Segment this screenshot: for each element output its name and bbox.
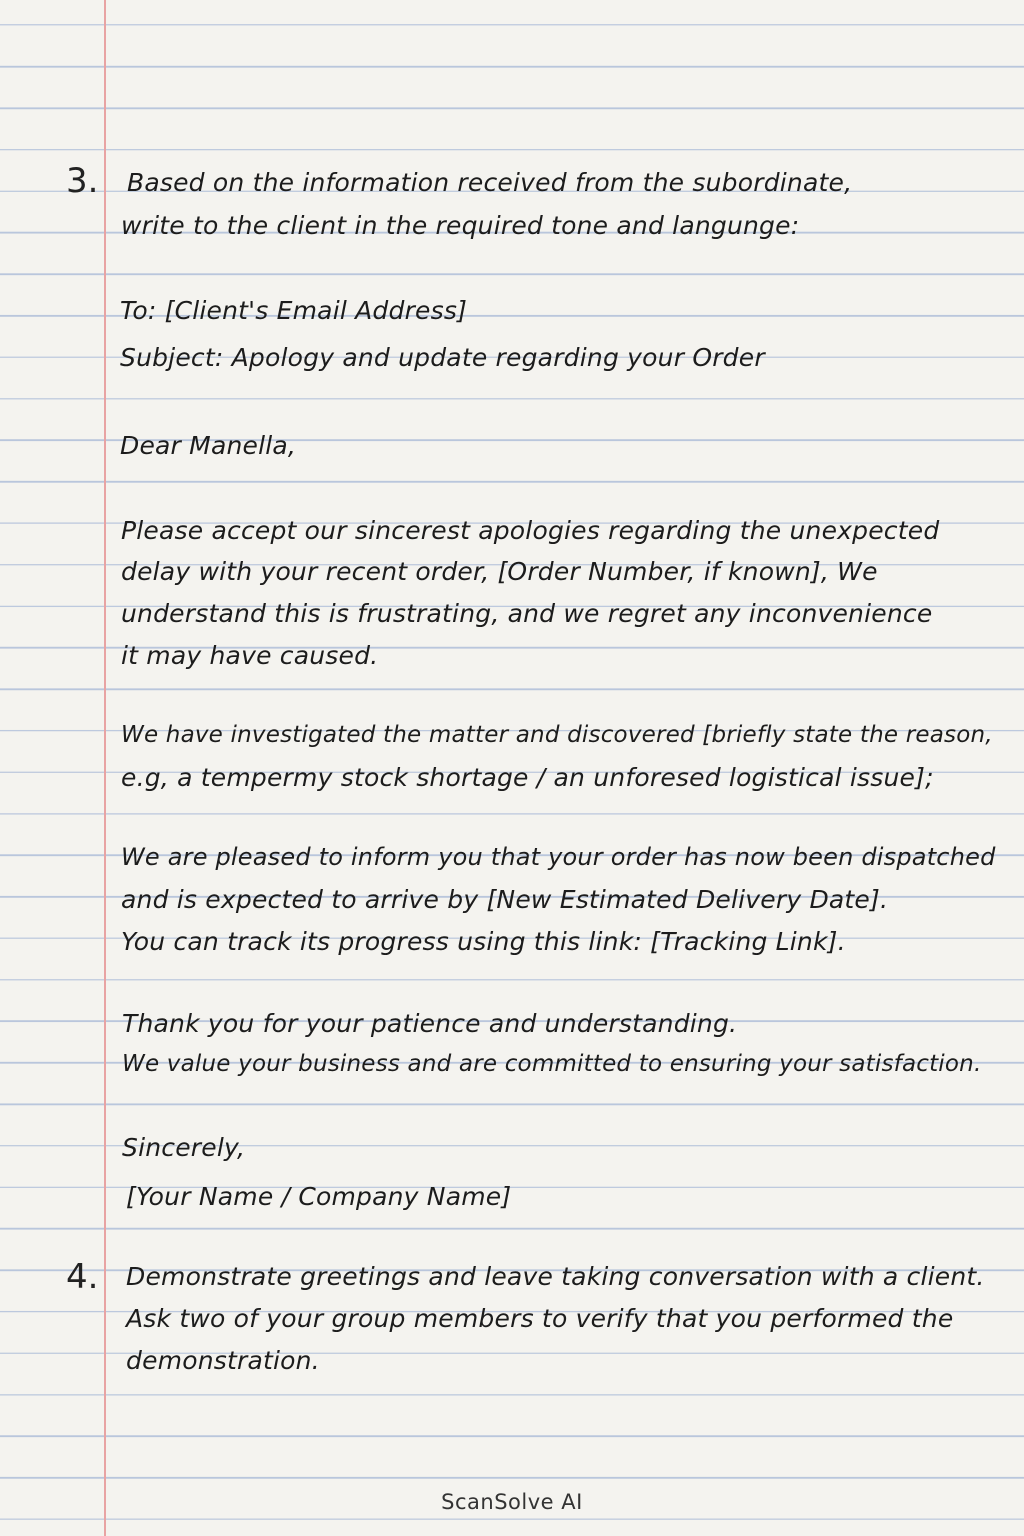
email-para2-line-1: We have investigated the matter and discovered [briefly state the reason, — [121, 722, 993, 748]
question-4-line-2: Ask two of your group members to verify that you performed the — [126, 1304, 954, 1333]
email-signature: [Your Name / Company Name] — [126, 1182, 512, 1211]
email-para1-line-4: it may have caused. — [121, 641, 379, 670]
email-para1-line-2: delay with your recent order, [Order Number, if known], We — [121, 557, 878, 586]
email-para3-line-2: and is expected to arrive by [New Estimated Delivery Date]. — [121, 885, 889, 914]
email-to-line: To: [Client's Email Address] — [120, 296, 468, 325]
email-para3-line-1: We are pleased to inform you that your order has now been dispatched — [121, 843, 996, 871]
email-para4-line-2: We value your business and are committed to ensuring your satisfaction. — [122, 1051, 982, 1077]
email-closing: Sincerely, — [122, 1133, 246, 1162]
question-4-number: 4. — [66, 1257, 99, 1297]
margin-line — [104, 0, 106, 1536]
email-para1-line-1: Please accept our sincerest apologies regarding the unexpected — [121, 516, 940, 545]
email-subject-line: Subject: Apology and update regarding your Order — [120, 343, 765, 372]
question-4-line-1: Demonstrate greetings and leave taking conversation with a client. — [126, 1262, 985, 1291]
question-3-line-2: write to the client in the required tone and langunge: — [121, 211, 800, 240]
email-para3-line-3: You can track its progress using this link: [Tracking Link]. — [121, 927, 846, 956]
email-para4-line-1: Thank you for your patience and understanding. — [122, 1009, 738, 1038]
question-3-number: 3. — [66, 161, 99, 201]
question-4-line-3: demonstration. — [126, 1346, 320, 1375]
email-para1-line-3: understand this is frustrating, and we regret any inconvenience — [121, 599, 933, 628]
email-salutation: Dear Manella, — [120, 431, 297, 460]
footer-watermark: ScanSolve AI — [441, 1490, 583, 1514]
email-para2-line-2: e.g, a tempermy stock shortage / an unforesed logistical issue]; — [121, 763, 934, 792]
question-3-line-1: Based on the information received from the subordinate, — [127, 168, 853, 197]
